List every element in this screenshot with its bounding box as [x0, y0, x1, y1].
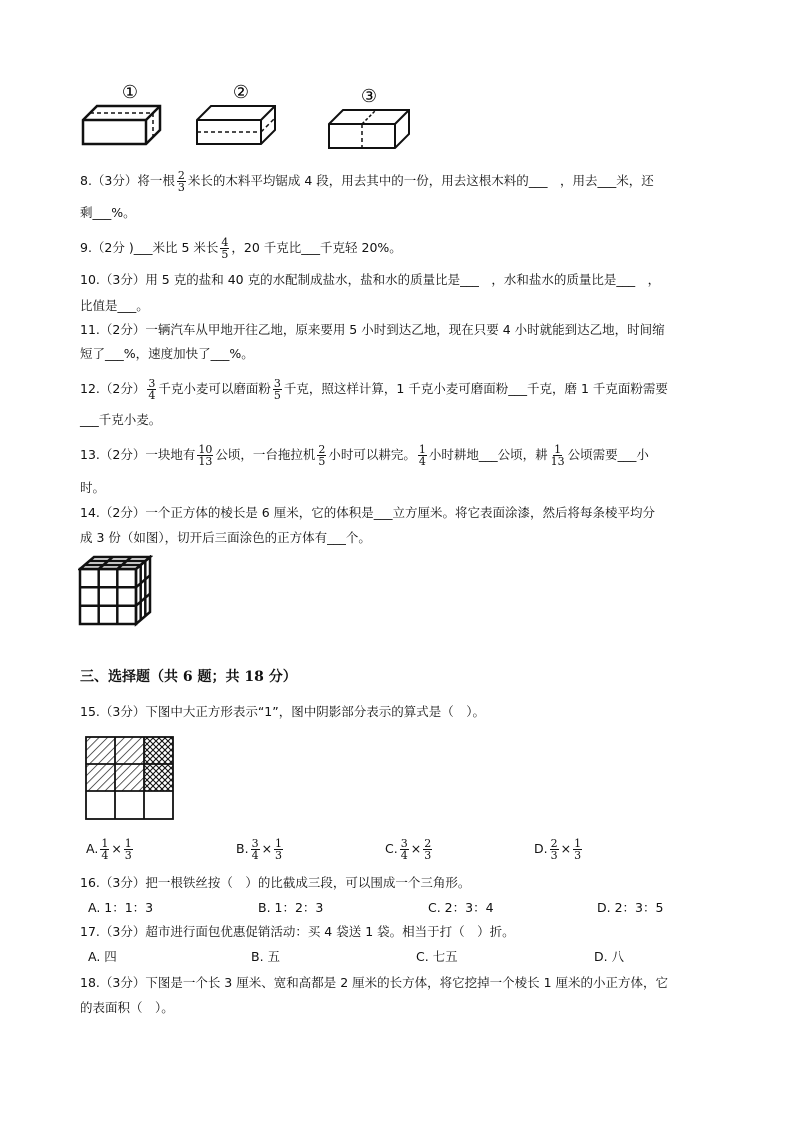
fraction: $\frac{1}{13}$	[550, 443, 565, 468]
option-a[interactable]: A. $\frac{1}{4}$ × $\frac{1}{3}$	[86, 837, 132, 862]
section-heading: 三、选择题（共 6 题；共 18 分）	[80, 669, 297, 685]
question-15: 15.（3分）下图中大正方形表示“1”，图中阴影部分表示的算式是（ ）。	[80, 704, 485, 719]
question-10-line-2: 比值是___。	[80, 298, 149, 313]
question-9: 9.（2分 )___米比 5 米长 $\frac{4}{5}$ ，20 千克比___千克轻 20%。	[80, 236, 402, 261]
question-13-line-2: 时。	[80, 480, 106, 495]
question-17: 17.（3分）超市进行面包优惠促销活动：买 4 袋送 1 袋。相当于打（ ）折。	[80, 924, 515, 939]
question-16: 16.（3分）把一根铁丝按（ ）的比截成三段，可以围成一个三角形。	[80, 875, 471, 890]
fraction: $\frac{4}{5}$	[221, 236, 229, 261]
figure-label-2: ②	[232, 82, 250, 103]
option-c[interactable]: C. 七五	[416, 949, 458, 964]
question-13: 13.（2分）一块地有 $\frac{10}{13}$ 公顷，一台拖拉机 $\frac{2}{5}$ 小时可以耕完。 $\frac{1}{4}$ 小时耕地___公顷，耕 $\frac{1}{13}$ 公顷需要___小	[80, 443, 649, 468]
fraction: $\frac{3}{4}$	[148, 377, 156, 402]
question-11-line-2: 短了___%，速度加快了___%。	[80, 346, 254, 361]
question-11: 11.（2分）一辆汽车从甲地开往乙地，原来要用 5 小时到达乙地，现在只要 4 小时就能到达乙地，时间缩	[80, 322, 665, 337]
fraction-square-figure	[84, 735, 176, 821]
question-8: 8.（3分）将一根 $\frac{2}{3}$ 米长的木料平均锯成 4 段，用去其中的一份，用去这根木料的___ ，用去___米，还	[80, 169, 654, 194]
fraction: $\frac{3}{5}$	[273, 377, 281, 402]
option-b[interactable]: B. 五	[251, 949, 281, 964]
figure-label-1: ①	[121, 82, 139, 103]
question-12: 12.（2分） $\frac{3}{4}$ 千克小麦可以磨面粉 $\frac{3}{5}$ 千克，照这样计算，1 千克小麦可磨面粉___千克，磨 1 千克面粉需要	[80, 377, 668, 402]
question-14: 14.（2分）一个正方体的棱长是 6 厘米，它的体积是___立方厘米。将它表面涂漆，然后将每条棱平均分	[80, 505, 655, 520]
question-10: 10.（3分）用 5 克的盐和 40 克的水配制成盐水，盐和水的质量比是___ ，水和盐水的质量比是___ ，	[80, 272, 661, 287]
cuboid-figure-2	[197, 82, 275, 144]
option-d[interactable]: D. 2：3：5	[597, 900, 664, 915]
fraction: $\frac{10}{13}$	[198, 443, 213, 468]
option-d[interactable]: D. 八	[594, 949, 625, 964]
cuboid-figure-3	[329, 86, 409, 148]
option-d[interactable]: D. $\frac{2}{3}$ × $\frac{1}{3}$	[534, 837, 582, 862]
question-14-line-2: 成 3 份（如图），切开后三面涂色的正方体有___个。	[80, 530, 371, 545]
figure-label-3: ③	[360, 86, 378, 107]
fraction: $\frac{2}{5}$	[318, 443, 326, 468]
option-b[interactable]: B. 1：2：3	[258, 900, 324, 915]
question-12-line-2: ___千克小麦。	[80, 412, 162, 427]
cuboid-figure-1	[83, 82, 160, 144]
option-a[interactable]: A. 1：1：3	[88, 900, 154, 915]
cuboid-figures	[75, 80, 425, 150]
fraction: $\frac{2}{3}$	[177, 169, 185, 194]
cube-3x3-figure	[78, 555, 153, 627]
option-c[interactable]: C. 2：3：4	[428, 900, 494, 915]
fraction: $\frac{1}{4}$	[418, 443, 426, 468]
question-8-line-2: 剩___%。	[80, 205, 136, 220]
option-a[interactable]: A. 四	[88, 949, 117, 964]
option-b[interactable]: B. $\frac{3}{4}$ × $\frac{1}{3}$	[236, 837, 283, 862]
question-18-line-2: 的表面积（ ）。	[80, 1000, 174, 1015]
question-18: 18.（3分）下图是一个长 3 厘米、宽和高都是 2 厘米的长方体，将它挖掉一个棱长 1 厘米的小正方体，它	[80, 975, 669, 990]
option-c[interactable]: C. $\frac{3}{4}$ × $\frac{2}{3}$	[385, 837, 432, 862]
